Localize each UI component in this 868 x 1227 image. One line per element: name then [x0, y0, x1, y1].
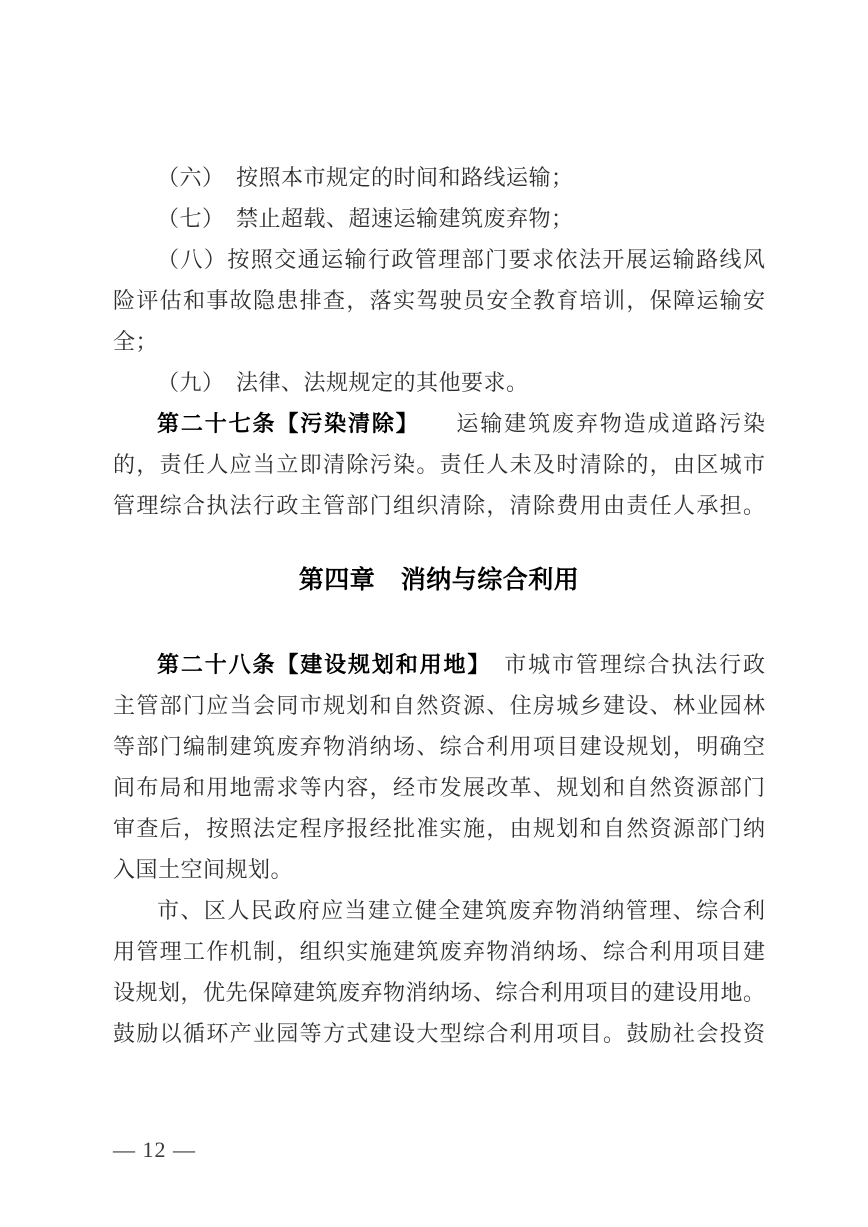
text-line: （七） 禁止超载、超速运输建筑废弃物； [157, 206, 574, 231]
text-line: 用管理工作机制，组织实施建筑废弃物消纳场、综合利用项目建 [113, 939, 765, 964]
article-heading-line [113, 403, 765, 444]
text-line: 管理综合执法行政主管部门组织清除，清除费用由责任人承担。 [113, 493, 765, 518]
text-line: 全； [113, 329, 159, 354]
text-line: 入国土空间规划。 [113, 857, 294, 882]
text-line: 设规划，优先保障建筑废弃物消纳场、综合利用项目的建设用地。 [113, 980, 765, 1005]
text-line: （八）按照交通运输行政管理部门要求依法开展运输路线风 [157, 247, 765, 272]
text-line: 险评估和事故隐患排查，落实驾驶员安全教育培训，保障运输安 [113, 288, 765, 313]
text-line: （六） 按照本市规定的时间和路线运输； [157, 165, 574, 190]
document-body [113, 157, 765, 1054]
text-line: 审查后，按照法定程序报经批准实施，由规划和自然资源部门纳 [113, 816, 765, 841]
text-line: 的，责任人应当立即清除污染。责任人未及时清除的，由区城市 [113, 452, 765, 477]
chapter-heading: 第四章 消纳与综合利用 [298, 566, 580, 594]
article-text: 市城市管理综合执法行政 [480, 652, 765, 677]
text-line: （九） 法律、法规规定的其他要求。 [157, 370, 529, 395]
text-line: 等部门编制建筑废弃物消纳场、综合利用项目建设规划，明确空 [113, 734, 765, 759]
text-line: 市、区人民政府应当建立健全建筑废弃物消纳管理、综合利 [157, 898, 765, 923]
article-heading-line [113, 644, 765, 685]
text-line: 主管部门应当会同市规划和自然资源、住房城乡建设、林业园林 [113, 693, 765, 718]
article-number-label: 第二十八条【建设规划和用地】 [157, 652, 481, 677]
page-number: — 12 — [113, 1137, 196, 1162]
text-line: 间布局和用地需求等内容，经市发展改革、规划和自然资源部门 [113, 775, 765, 800]
article-number-label: 第二十七条【污染清除】 [157, 411, 409, 436]
text-line: 鼓励以循环产业园等方式建设大型综合利用项目。鼓励社会投资 [113, 1021, 765, 1046]
article-text: 运输建筑废弃物造成道路污染 [408, 411, 765, 436]
